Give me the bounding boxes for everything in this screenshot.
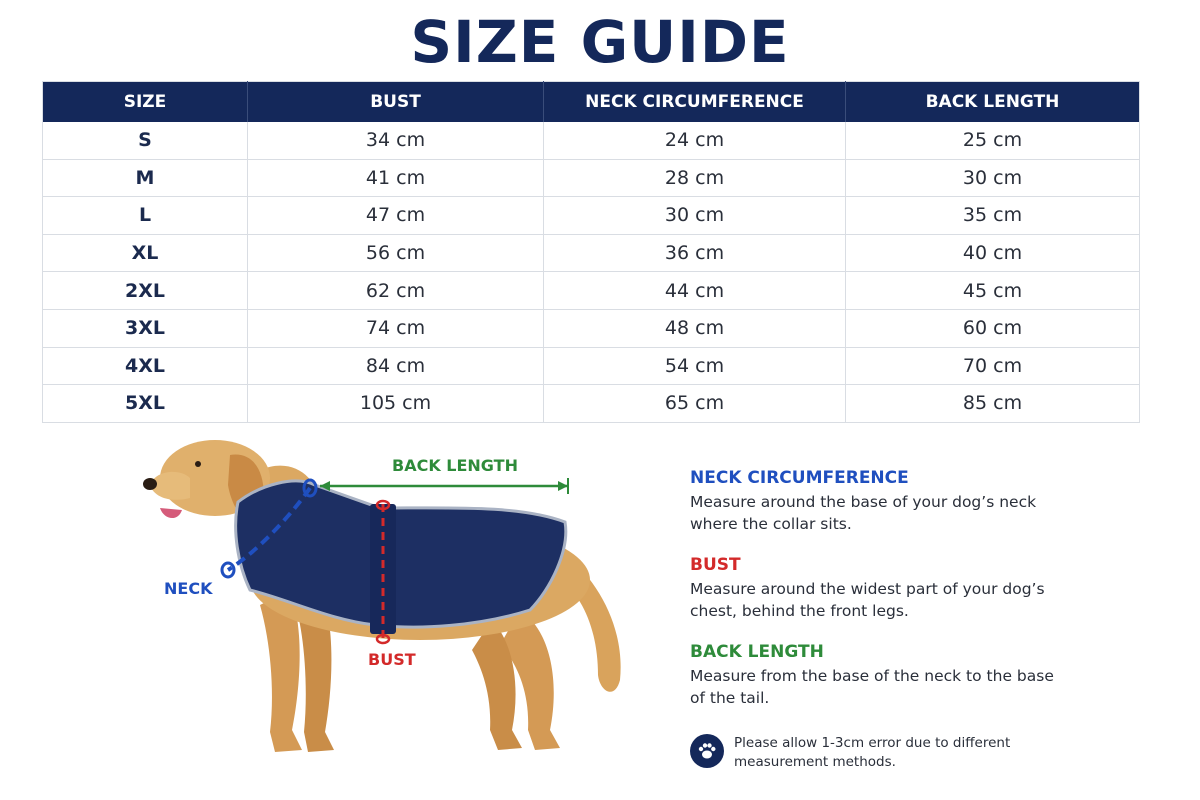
cell-size: 4XL <box>43 347 248 385</box>
back-length-instruction-title: BACK LENGTH <box>690 642 824 662</box>
neck-instruction-title: NECK CIRCUMFERENCE <box>690 468 909 488</box>
cell-bust: 84 cm <box>248 347 544 385</box>
dog-tongue <box>160 508 182 518</box>
back-length-instruction-text: Measure from the base of the neck to the base of the tail. <box>690 667 1054 707</box>
cell-size: 2XL <box>43 272 248 310</box>
cell-back-length: 35 cm <box>846 197 1140 235</box>
dog-nose <box>143 478 157 490</box>
cell-neck: 30 cm <box>544 197 846 235</box>
table-row <box>43 347 1140 385</box>
cell-bust: 47 cm <box>248 197 544 235</box>
header-bust: BUST <box>248 82 544 122</box>
size-table <box>42 81 1140 423</box>
cell-back-length: 70 cm <box>846 347 1140 385</box>
bust-instruction-text: Measure around the widest part of your dog’s chest, behind the front legs. <box>690 580 1045 620</box>
cell-back-length: 45 cm <box>846 272 1140 310</box>
bust-instruction <box>690 555 1110 622</box>
cell-back-length: 40 cm <box>846 234 1140 272</box>
dog-diagram <box>120 430 660 790</box>
cell-size: 5XL <box>43 385 248 423</box>
cell-neck: 65 cm <box>544 385 846 423</box>
error-note <box>690 734 1090 772</box>
neck-label: NECK <box>164 579 213 598</box>
cell-bust: 34 cm <box>248 122 544 160</box>
cell-size: L <box>43 197 248 235</box>
cell-neck: 44 cm <box>544 272 846 310</box>
cell-bust: 41 cm <box>248 159 544 197</box>
neck-instruction <box>690 468 1110 535</box>
cell-neck: 48 cm <box>544 309 846 347</box>
cell-neck: 54 cm <box>544 347 846 385</box>
table-row <box>43 159 1140 197</box>
cell-size: XL <box>43 234 248 272</box>
cell-back-length: 85 cm <box>846 385 1140 423</box>
dog-illustration <box>120 430 660 790</box>
cell-back-length: 30 cm <box>846 159 1140 197</box>
table-row <box>43 234 1140 272</box>
cell-size: 3XL <box>43 309 248 347</box>
back-length-label: BACK LENGTH <box>392 456 518 475</box>
table-row <box>43 309 1140 347</box>
page-title: SIZE GUIDE <box>410 8 790 76</box>
cell-size: M <box>43 159 248 197</box>
measurement-instructions <box>690 468 1110 729</box>
bust-label: BUST <box>368 650 416 669</box>
cell-size: S <box>43 122 248 160</box>
error-note-text: Please allow 1-3cm error due to different measurement methods. <box>734 735 1011 770</box>
cell-neck: 24 cm <box>544 122 846 160</box>
cell-bust: 62 cm <box>248 272 544 310</box>
cell-bust: 56 cm <box>248 234 544 272</box>
cell-neck: 36 cm <box>544 234 846 272</box>
table-row <box>43 272 1140 310</box>
header-neck: NECK CIRCUMFERENCE <box>544 82 846 122</box>
back-length-arrowhead <box>558 481 568 491</box>
cell-bust: 74 cm <box>248 309 544 347</box>
neck-instruction-text: Measure around the base of your dog’s neck where the collar sits. <box>690 493 1037 533</box>
header-back-length: BACK LENGTH <box>846 82 1140 122</box>
cell-neck: 28 cm <box>544 159 846 197</box>
table-row <box>43 197 1140 235</box>
table-row <box>43 385 1140 423</box>
back-length-instruction <box>690 642 1110 709</box>
cell-back-length: 60 cm <box>846 309 1140 347</box>
header-size: SIZE <box>43 82 248 122</box>
cell-bust: 105 cm <box>248 385 544 423</box>
paw-icon <box>690 734 724 768</box>
table-header-row <box>43 82 1140 122</box>
bust-instruction-title: BUST <box>690 555 741 575</box>
table-row <box>43 122 1140 160</box>
cell-back-length: 25 cm <box>846 122 1140 160</box>
dog-eye <box>195 461 201 467</box>
